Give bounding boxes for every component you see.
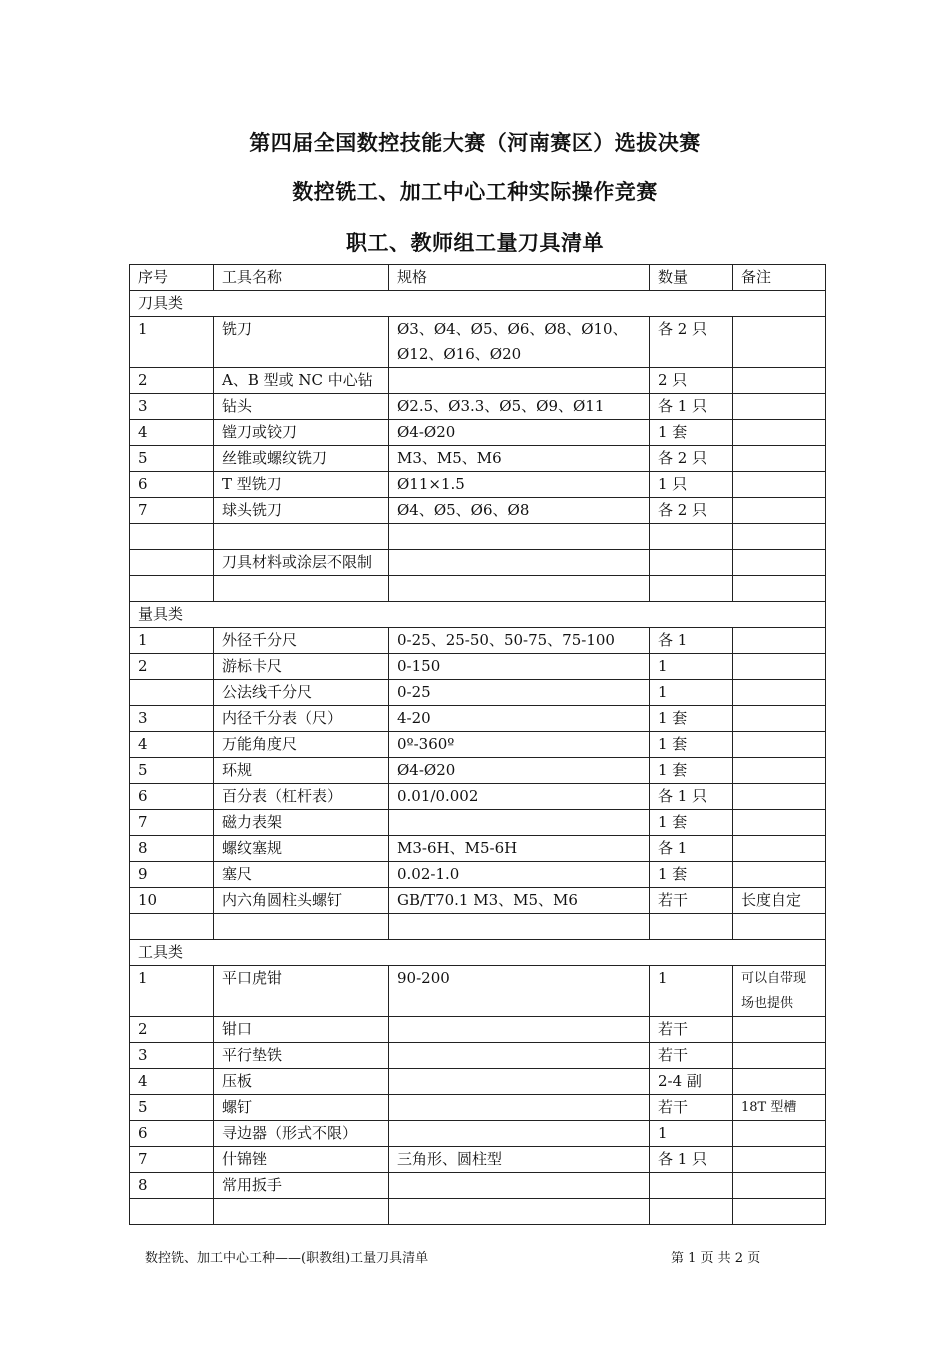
table-cell: 2-4 副 <box>650 1069 733 1095</box>
table-row <box>130 1043 826 1069</box>
table-cell: 8 <box>130 836 214 862</box>
table-cell <box>733 498 826 524</box>
table-cell: 1 套 <box>650 732 733 758</box>
table-cell <box>389 524 650 550</box>
table-row <box>130 317 826 368</box>
table-cell <box>733 317 826 368</box>
table-row <box>130 498 826 524</box>
table-cell <box>389 914 650 940</box>
table-cell: 2 <box>130 654 214 680</box>
table-cell <box>214 576 389 602</box>
table-cell: Ø4-Ø20 <box>389 758 650 784</box>
table-cell <box>214 1199 389 1225</box>
table-cell: 0-25、25-50、50-75、75-100 <box>389 628 650 654</box>
table-cell <box>733 420 826 446</box>
table-cell: 各 2 只 <box>650 498 733 524</box>
table-cell <box>389 1121 650 1147</box>
table-cell: 各 1 只 <box>650 394 733 420</box>
table-cell <box>733 1069 826 1095</box>
table-cell <box>733 576 826 602</box>
table-cell: 1 <box>650 1121 733 1147</box>
table-cell <box>130 680 214 706</box>
table-cell: 各 1 <box>650 836 733 862</box>
table-cell: 3 <box>130 706 214 732</box>
table-cell: 平行垫铁 <box>214 1043 389 1069</box>
header-cell: 工具名称 <box>214 265 389 291</box>
table-cell: 90-200 <box>389 966 650 1017</box>
section-title: 量具类 <box>130 602 826 628</box>
table-cell <box>389 1017 650 1043</box>
table-cell <box>650 576 733 602</box>
table-row <box>130 1095 826 1121</box>
table-cell: 7 <box>130 810 214 836</box>
table-cell: 2 <box>130 1017 214 1043</box>
table-cell: 7 <box>130 498 214 524</box>
table-row <box>130 888 826 914</box>
table-row <box>130 654 826 680</box>
section-header-row <box>130 291 826 317</box>
table-cell: 万能角度尺 <box>214 732 389 758</box>
table-header-row <box>130 265 826 291</box>
table-cell: Ø2.5、Ø3.3、Ø5、Ø9、Ø11 <box>389 394 650 420</box>
table-cell: 内径千分表（尺） <box>214 706 389 732</box>
list-title: 职工、教师组工量刀具清单 <box>346 231 604 255</box>
table-cell <box>650 524 733 550</box>
table-row <box>130 1173 826 1199</box>
table-cell: Ø11×1.5 <box>389 472 650 498</box>
table-cell <box>733 758 826 784</box>
table-cell: A、B 型或 NC 中心钻 <box>214 368 389 394</box>
table-cell: 1 <box>130 966 214 1017</box>
table-row <box>130 628 826 654</box>
table-cell <box>733 836 826 862</box>
header-cell: 序号 <box>130 265 214 291</box>
table-cell: 百分表（杠杆表） <box>214 784 389 810</box>
table-cell: M3-6H、M5-6H <box>389 836 650 862</box>
table-cell: Ø3、Ø4、Ø5、Ø6、Ø8、Ø10、Ø12、Ø16、Ø20 <box>389 317 650 368</box>
table-row <box>130 784 826 810</box>
table-cell: 4 <box>130 732 214 758</box>
table-cell: T 型铣刀 <box>214 472 389 498</box>
table-cell: 2 只 <box>650 368 733 394</box>
tool-list-table <box>129 264 826 1225</box>
table-cell <box>389 1173 650 1199</box>
table-row <box>130 836 826 862</box>
table-cell <box>650 1173 733 1199</box>
table-cell: 螺纹塞规 <box>214 836 389 862</box>
table-cell <box>389 1095 650 1121</box>
table-row <box>130 394 826 420</box>
table-cell: 10 <box>130 888 214 914</box>
table-cell: 0.02-1.0 <box>389 862 650 888</box>
table-cell: 6 <box>130 1121 214 1147</box>
table-cell: 8 <box>130 1173 214 1199</box>
table-cell: 寻边器（形式不限） <box>214 1121 389 1147</box>
table-cell <box>214 914 389 940</box>
table-row <box>130 420 826 446</box>
table-cell: 3 <box>130 394 214 420</box>
table-cell <box>130 914 214 940</box>
table-cell: 各 2 只 <box>650 446 733 472</box>
table-cell: 若干 <box>650 1043 733 1069</box>
table-cell <box>733 1121 826 1147</box>
table-cell: 钳口 <box>214 1017 389 1043</box>
table-cell <box>389 550 650 576</box>
table-cell <box>733 1147 826 1173</box>
table-cell <box>733 914 826 940</box>
table-cell <box>733 1043 826 1069</box>
section-title: 刀具类 <box>130 291 826 317</box>
table-cell <box>733 706 826 732</box>
table-cell: Ø4-Ø20 <box>389 420 650 446</box>
table-row <box>130 576 826 602</box>
table-cell: 钻头 <box>214 394 389 420</box>
table-cell <box>650 1199 733 1225</box>
table-row <box>130 472 826 498</box>
table-cell <box>733 446 826 472</box>
table-cell: 平口虎钳 <box>214 966 389 1017</box>
table-cell <box>733 654 826 680</box>
table-row <box>130 966 826 1017</box>
table-cell <box>130 1199 214 1225</box>
table-cell: 球头铣刀 <box>214 498 389 524</box>
table-cell: 5 <box>130 1095 214 1121</box>
table-cell <box>733 524 826 550</box>
table-cell: 若干 <box>650 888 733 914</box>
table-cell: 4-20 <box>389 706 650 732</box>
table-cell: 塞尺 <box>214 862 389 888</box>
table-row <box>130 914 826 940</box>
table-cell: 6 <box>130 472 214 498</box>
table-cell: 外径千分尺 <box>214 628 389 654</box>
table-cell <box>389 1199 650 1225</box>
table-row <box>130 810 826 836</box>
table-row <box>130 706 826 732</box>
table-cell: 公法线千分尺 <box>214 680 389 706</box>
table-cell: 5 <box>130 758 214 784</box>
table-cell <box>733 1173 826 1199</box>
table-cell: M3、M5、M6 <box>389 446 650 472</box>
header-cell: 备注 <box>733 265 826 291</box>
table-cell <box>733 1017 826 1043</box>
table-cell: 0-150 <box>389 654 650 680</box>
table-cell: 1 套 <box>650 810 733 836</box>
table-cell: 1 <box>650 654 733 680</box>
table-cell: 2 <box>130 368 214 394</box>
table-cell: 1 <box>650 680 733 706</box>
table-cell <box>389 1069 650 1095</box>
section-title: 工具类 <box>130 940 826 966</box>
table-cell: 0-25 <box>389 680 650 706</box>
table-cell <box>733 394 826 420</box>
table-cell <box>733 368 826 394</box>
table-cell <box>389 576 650 602</box>
table-cell: 1 套 <box>650 758 733 784</box>
table-cell: 可以自带现场也提供 <box>733 966 826 1017</box>
table-cell: 1 套 <box>650 420 733 446</box>
table-cell: 什锦锉 <box>214 1147 389 1173</box>
table-cell: GB/T70.1 M3、M5、M6 <box>389 888 650 914</box>
table-row <box>130 680 826 706</box>
table-cell <box>130 576 214 602</box>
table-cell <box>733 732 826 758</box>
table-cell <box>130 550 214 576</box>
table-cell: 各 1 只 <box>650 784 733 810</box>
section-header-row <box>130 940 826 966</box>
table-cell <box>733 550 826 576</box>
table-row <box>130 758 826 784</box>
table-cell <box>130 524 214 550</box>
table-cell <box>650 914 733 940</box>
footer-document-name: 数控铣、加工中心工种——(职教组)工量刀具清单 <box>145 1251 429 1266</box>
table-cell: 螺钉 <box>214 1095 389 1121</box>
table-cell: 三角形、圆柱型 <box>389 1147 650 1173</box>
table-row <box>130 1199 826 1225</box>
table-cell: 常用扳手 <box>214 1173 389 1199</box>
table-cell: 1 套 <box>650 706 733 732</box>
table-cell: 内六角圆柱头螺钉 <box>214 888 389 914</box>
table-cell <box>389 810 650 836</box>
table-cell: 压板 <box>214 1069 389 1095</box>
table-cell: 铣刀 <box>214 317 389 368</box>
table-cell: Ø4、Ø5、Ø6、Ø8 <box>389 498 650 524</box>
table-cell: 长度自定 <box>733 888 826 914</box>
table-cell: 丝锥或螺纹铣刀 <box>214 446 389 472</box>
table-cell <box>733 784 826 810</box>
table-cell: 1 只 <box>650 472 733 498</box>
table-row <box>130 1121 826 1147</box>
table-row <box>130 446 826 472</box>
table-row <box>130 550 826 576</box>
table-cell: 9 <box>130 862 214 888</box>
table-row <box>130 368 826 394</box>
table-cell: 若干 <box>650 1095 733 1121</box>
table-row <box>130 1017 826 1043</box>
table-cell <box>389 368 650 394</box>
table-cell: 1 套 <box>650 862 733 888</box>
table-cell: 7 <box>130 1147 214 1173</box>
table-cell <box>733 472 826 498</box>
table-row <box>130 732 826 758</box>
table-cell <box>214 524 389 550</box>
table-cell <box>389 1043 650 1069</box>
table-cell: 各 2 只 <box>650 317 733 368</box>
header-cell: 数量 <box>650 265 733 291</box>
table-cell: 5 <box>130 446 214 472</box>
table-cell: 6 <box>130 784 214 810</box>
table-cell: 0.01/0.002 <box>389 784 650 810</box>
table-cell: 刀具材料或涂层不限制 <box>214 550 389 576</box>
table-cell: 镗刀或铰刀 <box>214 420 389 446</box>
table-cell <box>733 628 826 654</box>
table-row <box>130 524 826 550</box>
table-cell <box>650 550 733 576</box>
table-cell: 若干 <box>650 1017 733 1043</box>
header-cell: 规格 <box>389 265 650 291</box>
table-cell: 4 <box>130 420 214 446</box>
table-cell: 4 <box>130 1069 214 1095</box>
table-cell: 1 <box>130 628 214 654</box>
table-cell: 各 1 只 <box>650 1147 733 1173</box>
table-cell <box>733 1199 826 1225</box>
table-row <box>130 862 826 888</box>
table-cell: 18T 型槽 <box>733 1095 826 1121</box>
table-cell: 环规 <box>214 758 389 784</box>
table-cell: 游标卡尺 <box>214 654 389 680</box>
table-cell <box>733 810 826 836</box>
table-row <box>130 1147 826 1173</box>
table-cell <box>733 862 826 888</box>
section-header-row <box>130 602 826 628</box>
table-cell <box>733 680 826 706</box>
footer-page-number: 第 1 页 共 2 页 <box>671 1251 761 1266</box>
document-subtitle: 数控铣工、加工中心工种实际操作竞赛 <box>292 180 658 204</box>
table-cell: 1 <box>130 317 214 368</box>
table-cell: 0º-360º <box>389 732 650 758</box>
table-cell: 磁力表架 <box>214 810 389 836</box>
document-title: 第四届全国数控技能大赛（河南赛区）选拔决赛 <box>249 131 701 155</box>
table-cell: 3 <box>130 1043 214 1069</box>
table-cell: 1 <box>650 966 733 1017</box>
table-cell: 各 1 <box>650 628 733 654</box>
table-row <box>130 1069 826 1095</box>
